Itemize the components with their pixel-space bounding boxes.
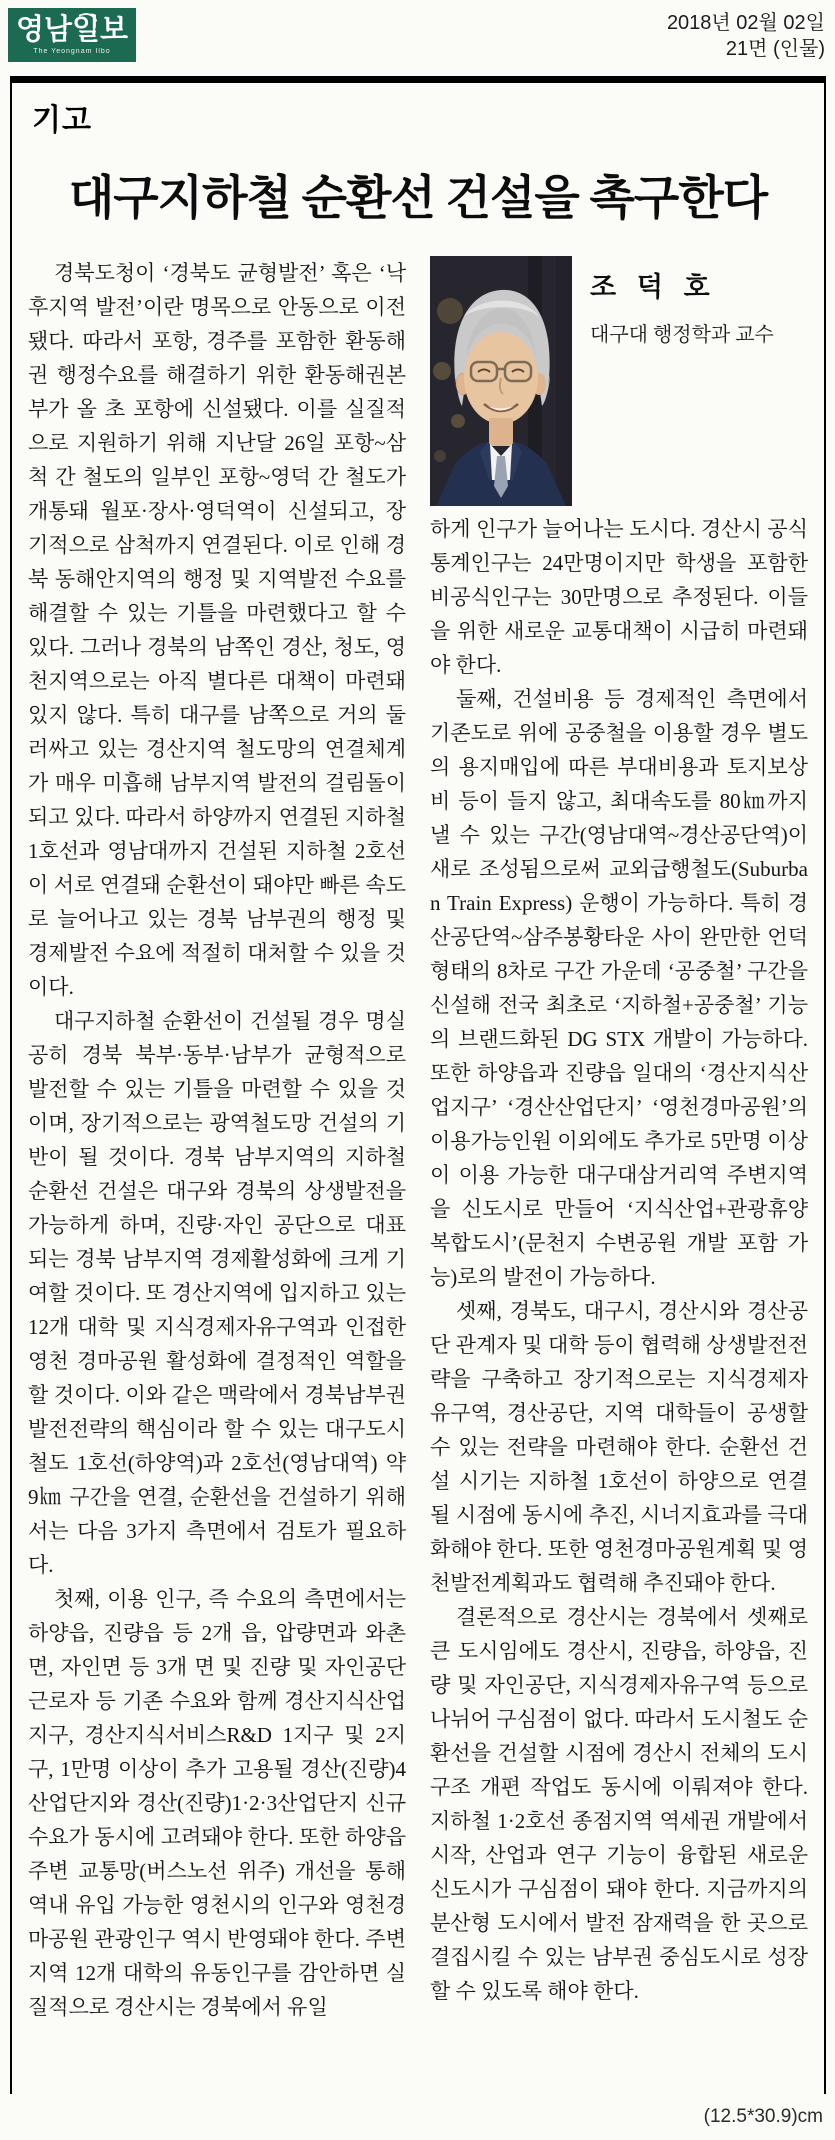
- page-section-info: 21면 (인물): [725, 38, 825, 60]
- paragraph: 첫째, 이용 인구, 즉 수요의 측면에서는 하양읍, 진량읍 등 2개 읍, 압량면과 와촌면, 자인면 등 3개 면 및 진량 및 자인공단 근로자 등 기존 수요와 함께 경산지식산업지구, 경산지식서비스R&D 1지구 및 2지구, 1만명 이상이 추가 고용될 경산(진량)4산업단지와 경산(진량)1·2·3산업단지 신규 수요가 동시에 고려돼야 한다. 또한 하양읍 주변 교통망(버스노선 위주) 개선을 통해 역내 유입 가능한 영천시의 인구와 영천경마공원 관광인구 역시 반영돼야 한다. 주변지역 12개 대학의 유동인구를 감안하면 실질적으로 경산시는 경북에서 유일: [28, 1587, 406, 2019]
- paragraph: 대구지하철 순환선이 건설될 경우 명실공히 경북 북부·동부·남부가 균형적으로 발전할 수 있는 기틀을 마련할 수 있을 것이며, 장기적으로는 광역철도망 건설의 기반이 될 것이다. 경북 남부지역의 지하철 순환선 건설은 대구와 경북의 상생발전을 가능하게 하며, 진량·자인 공단으로 대표되는 경북 남부지역 경제활성화에 크게 기여할 것이다. 또 경산지역에 입지하고 있는 12개 대학 및 지식경제자유구역과 인접한 영천 경마공원 활성화에 결정적인 역할을 할 것이다. 이와 같은 맥락에서 경북남부권 발전전략의 핵심이라 할 수 있는 대구도시철도 1호선(하양역)과 2호선(영남대역) 약 9㎞ 구간을 연결, 순환선을 건설하기 위해서는 다음 3가지 측면에서 검토가 필요하다.: [28, 1009, 406, 1577]
- author-photo: [430, 256, 572, 506]
- paragraph: 하게 인구가 늘어나는 도시다. 경산시 공식통계인구는 24만명이지만 학생을 포함한 비공식인구는 30만명으로 추정된다. 이들을 위한 새로운 교통대책이 시급히 마련돼야 한다.: [430, 517, 808, 677]
- author-info: [590, 256, 774, 508]
- section-label: 기고: [32, 104, 92, 137]
- article-column-right: [430, 256, 808, 2024]
- paragraph: 경북도청이 ‘경북도 균형발전’ 혹은 ‘낙후지역 발전’이란 명목으로 안동으로 이전됐다. 따라서 포항, 경주를 포함한 환동해권 행정수요를 해결하기 위한 환동해권본부가 올 초 포항에 신설됐다. 이를 실질적으로 지원하기 위해 지난달 26일 포항~삼척 간 철도의 일부인 포항~영덕 간 철도가 개통돼 월포·장사·영덕역이 신설되고, 장기적으로 삼척까지 연결된다. 이로 인해 경북 동해안지역의 행정 및 지역발전 수요를 해결할 수 있는 기틀을 마련했다고 할 수 있다. 그러나 경북의 남쪽인 경산, 청도, 영천지역으로는 아직 별다른 대책이 마련돼 있지 않다. 특히 대구를 남쪽으로 거의 둘러싸고 있는 경산지역 철도망의 연결체계가 매우 미흡해 남부지역 발전의 걸림돌이 되고 있다. 따라서 하양까지 연결된 지하철 1호선과 영남대까지 건설된 지하철 2호선이 서로 연결돼 순환선이 돼야만 빠른 속도로 늘어나고 있는 경북 남부권의 행정 및 경제발전 수요에 적절히 대처할 수 있을 것이다.: [28, 261, 406, 999]
- publication-date: 2018년 02월 02일: [666, 12, 825, 34]
- author-name: 조 덕 호: [590, 272, 717, 302]
- article-columns: [24, 256, 812, 2024]
- publication-date-block: [667, 8, 827, 62]
- clipping-size-note: (12.5*30.9)cm: [703, 2106, 823, 2127]
- article-headline: 대구지하철 순환선 건설을 촉구한다: [68, 173, 768, 225]
- paragraph: 둘째, 건설비용 등 경제적인 측면에서 기존도로 위에 공중철을 이용할 경우 별도의 용지매입에 따른 부대비용과 토지보상비 등이 들지 않고, 최대속도를 80㎞까지 낼 수 있는 구간(영남대역~경산공단역)이 새로 조성됨으로써 교외급행철도(Suburban Train Express) 운행이 가능하다. 특히 경산공단역~삼주봉황타운 사이 완만한 언덕 형태의 8차로 구간 가운데 ‘공중철’ 구간을 신설해 전국 최초로 ‘지하철+공중철’ 기능의 브랜드화된 DG STX 개발이 가능하다. 또한 하양읍과 진량읍 일대의 ‘경산지식산업지구’ ‘경산산업단지’ ‘영천경마공원’의 이용가능인원 이외에도 추가로 5만명 이상이 이용 가능한 대구대삼거리역 주변지역을 신도시로 만들어 ‘지식산업+관광휴양 복합도시’(문천지 수변공원 개발 포함 가능)로의 발전이 가능하다.: [430, 687, 808, 1289]
- author-block: [430, 256, 808, 508]
- article-column-left: [28, 256, 406, 2024]
- masthead: [0, 0, 835, 62]
- paragraph: 결론적으로 경산시는 경북에서 셋째로 큰 도시임에도 경산시, 진량읍, 하양읍, 진량 및 자인공단, 지식경제자유구역 등으로 나뉘어 구심점이 없다. 따라서 도시철도 순환선을 건설할 시점에 경산시 전체의 도시구조 개편 작업도 동시에 이뤄져야 한다. 지하철 1·2호선 종점지역 역세권 개발에서 시작, 산업과 연구 기능이 융합된 새로운 신도시가 구심점이 돼야 한다. 지금까지의 분산형 도시에서 발전 잠재력을 한 곳으로 결집시킬 수 있는 남부권 중심도시로 성장할 수 있도록 해야 한다.: [430, 1605, 808, 2003]
- author-affiliation: 대구대 행정학과 교수: [590, 324, 774, 346]
- newspaper-logo-text: 영남일보: [15, 13, 129, 46]
- newspaper-logo: [8, 8, 136, 62]
- article-box: [10, 76, 826, 2094]
- newspaper-logo-subtext: The Yeongnam Ilbo: [33, 47, 111, 55]
- paragraph: 셋째, 경북도, 대구시, 경산시와 경산공단 관계자 및 대학 등이 협력해 상생발전전략을 구축하고 장기적으로는 지식경제자유구역, 경산공단, 지역 대학들이 공생할 수 있는 전략을 마련해야 한다. 순환선 건설 시기는 지하철 1호선이 하양으로 연결될 시점에 동시에 추진, 시너지효과를 극대화해야 한다. 또한 영천경마공원계획 및 영천발전계획과도 협력해 추진돼야 한다.: [430, 1299, 808, 1595]
